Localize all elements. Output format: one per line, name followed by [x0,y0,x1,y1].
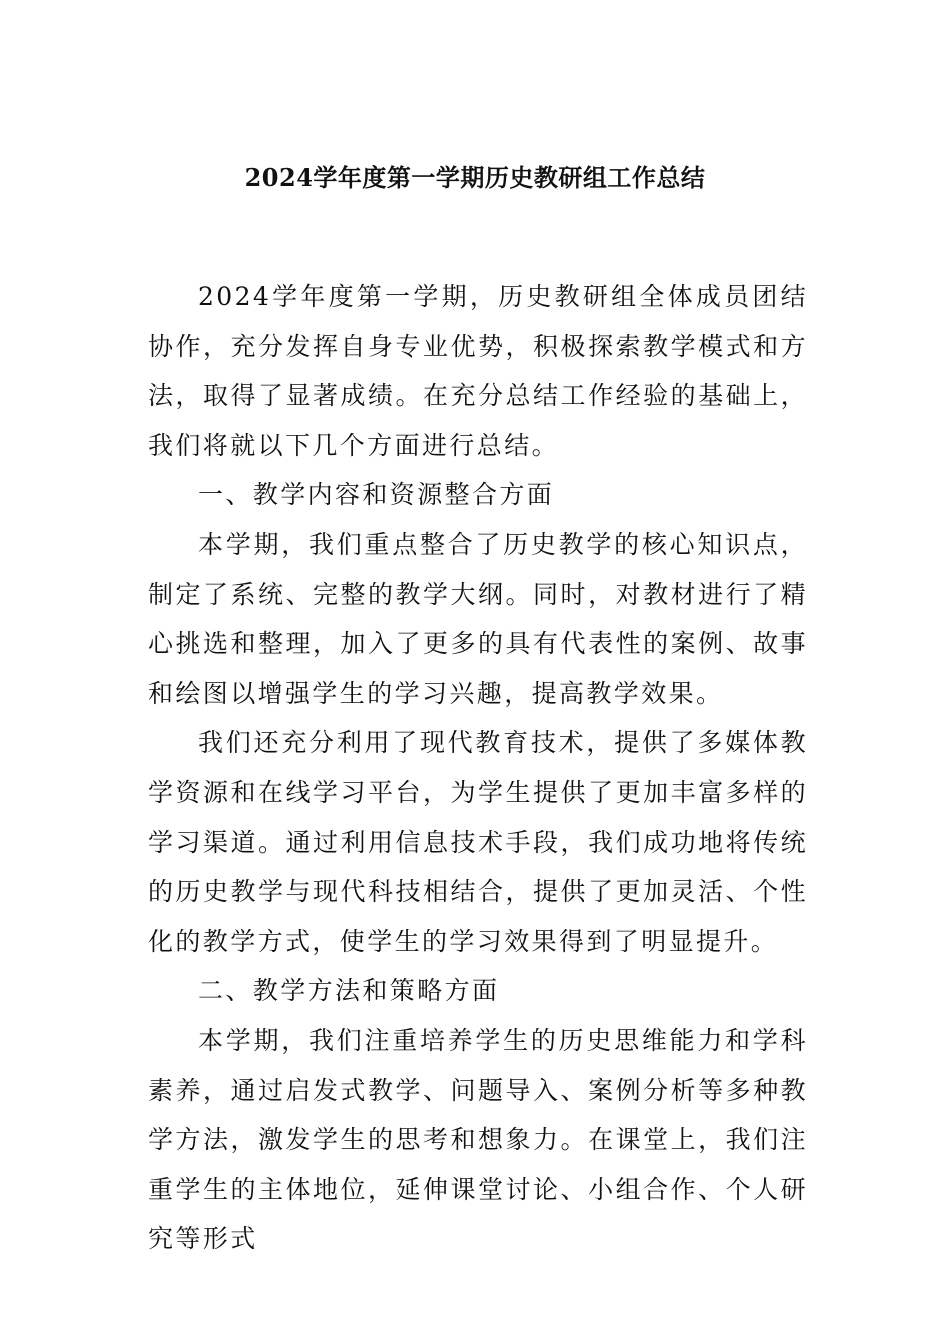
section-heading-1: 一、教学内容和资源整合方面 [198,480,555,510]
intro-paragraph: 2024学年度第一学期，历史教研组全体成员团结协作，充分发挥自身专业优势，积极探索教学模式和方法，取得了显著成绩。在充分总结工作经验的基础上，我们将就以下几个方面进行总结。 [148,282,808,460]
document-title: 2024学年度第一学期历史教研组工作总结 [244,163,706,192]
body-paragraph: 本学期，我们重点整合了历史教学的核心知识点，制定了系统、完整的教学大纲。同时，对教材进行了精心挑选和整理，加入了更多的具有代表性的案例、故事和绘图以增强学生的学习兴趣，提高教学效果。 [148,529,808,708]
body-paragraph: 我们还充分利用了现代教育技术，提供了多媒体教学资源和在线学习平台，为学生提供了更加丰富多样的学习渠道。通过利用信息技术手段，我们成功地将传统的历史教学与现代科技相结合，提供了更加灵活、个性化的教学方式，使学生的学习效果得到了明显提升。 [148,728,808,956]
body-paragraph: 本学期，我们注重培养学生的历史思维能力和学科素养，通过启发式教学、问题导入、案例分析等多种教学方法，激发学生的思考和想象力。在课堂上，我们注重学生的主体地位，延伸课堂讨论、小组合作、个人研究等形式 [148,1025,808,1254]
section-heading-2: 二、教学方法和策略方面 [198,976,500,1006]
document-body [148,272,808,1264]
